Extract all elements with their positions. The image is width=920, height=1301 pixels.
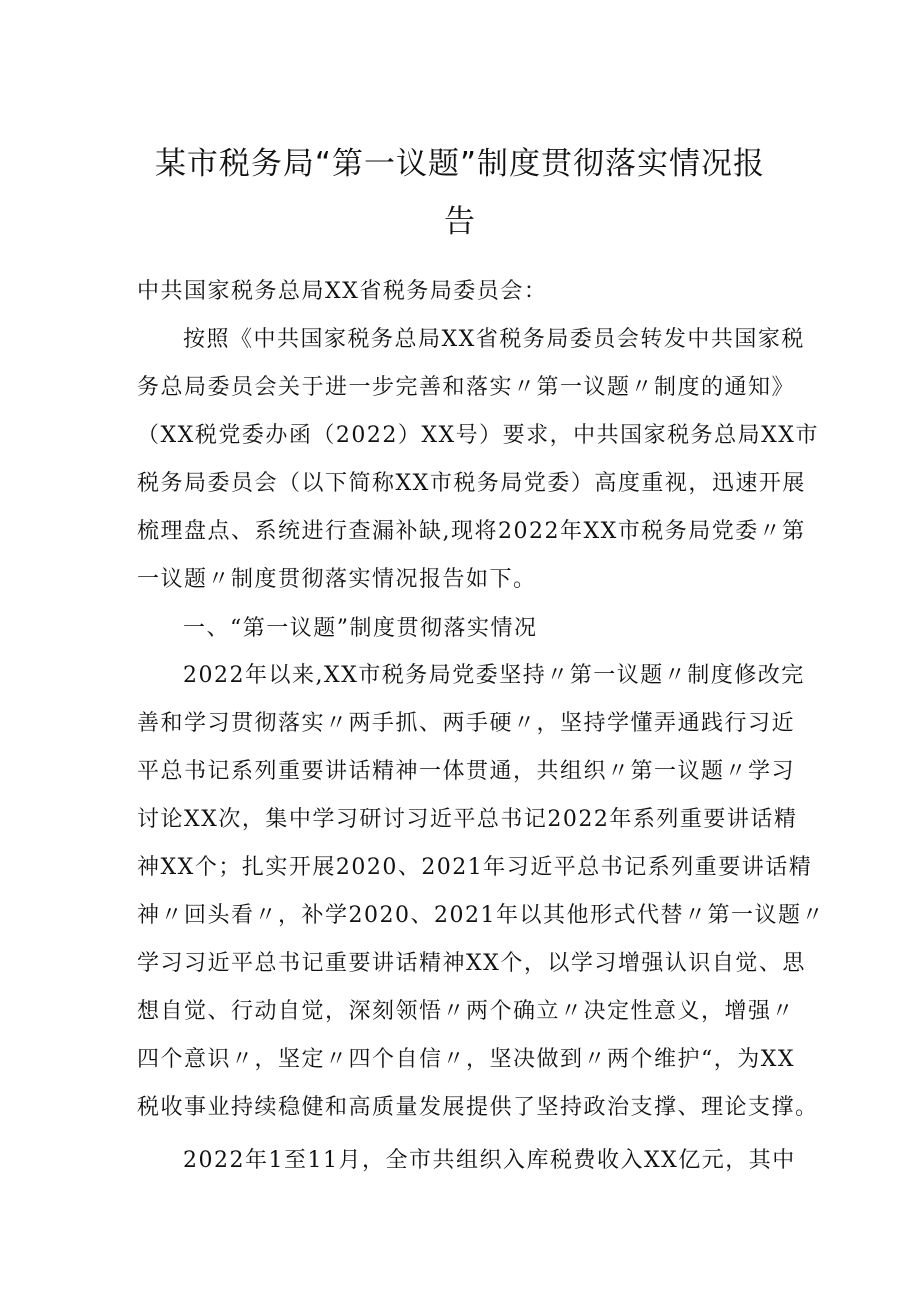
paragraph-1 bbox=[137, 316, 819, 604]
paragraph-line: 税务局委员会（以下简称XX市税务局党委）高度重视，迅速开展 bbox=[137, 471, 806, 496]
title-line-1: 某市税务局“第一议题”制度贯彻落实情况报 bbox=[154, 146, 766, 182]
paragraph-line: 2022年1至11月，全市共组织入库税费收入XX亿元，其中 bbox=[183, 1148, 796, 1173]
paragraph-line: 务总局委员会关于进一步完善和落实〃第一议题〃制度的通知》 bbox=[137, 375, 796, 400]
paragraph-line: 平总书记系列重要讲话精神一体贯通，共组织〃第一议题〃学习 bbox=[137, 759, 796, 784]
paragraph-line: 学习习近平总书记重要讲话精神XX个，以学习增强认识自觉、思 bbox=[137, 951, 806, 976]
paragraph-line: 税收事业持续稳健和高质量发展提供了坚持政治支撑、理论支撑。 bbox=[137, 1095, 819, 1120]
paragraph-line: 想自觉、行动自觉，深刻领悟〃两个确立〃决定性意义，增强〃 bbox=[137, 999, 796, 1024]
paragraph-line: （XX税党委办函（2022）XX号）要求，中共国家税务总局XX市 bbox=[137, 423, 819, 448]
document-title bbox=[100, 135, 820, 251]
title-line-2: 告 bbox=[444, 204, 476, 240]
paragraph-line: 神XX个；扎实开展2020、2021年习近平总书记系列重要讲话精 bbox=[137, 855, 813, 880]
paragraph-line: 讨论XX次，集中学习研讨习近平总书记2022年系列重要讲话精 bbox=[137, 807, 798, 832]
section-heading-1: 一、“第一议题”制度贯彻落实情况 bbox=[183, 616, 538, 641]
paragraph-line: 2022年以来,XX市税务局党委坚持〃第一议题〃制度修改完 bbox=[183, 663, 805, 688]
salutation: 中共国家税务总局XX省税务局委员会： bbox=[137, 279, 548, 304]
paragraph-line: 一议题〃制度贯彻落实情况报告如下。 bbox=[137, 567, 537, 592]
paragraph-line: 善和学习贯彻落实〃两手抓、两手硬〃，坚持学懂弄通践行习近 bbox=[137, 711, 796, 736]
paragraph-line: 神〃回头看〃，补学2020、2021年以其他形式代替〃第一议题〃 bbox=[137, 903, 825, 928]
paragraph-3 bbox=[137, 1137, 797, 1185]
paragraph-2 bbox=[137, 652, 825, 1132]
paragraph-line: 按照《中共国家税务总局XX省税务局委员会转发中共国家税 bbox=[183, 327, 805, 352]
paragraph-line: 梳理盘点、系统进行查漏补缺,现将2022年XX市税务局党委〃第 bbox=[137, 519, 806, 544]
paragraph-line: 四个意识〃，坚定〃四个自信〃，坚决做到〃两个维护“，为XX bbox=[137, 1047, 796, 1072]
